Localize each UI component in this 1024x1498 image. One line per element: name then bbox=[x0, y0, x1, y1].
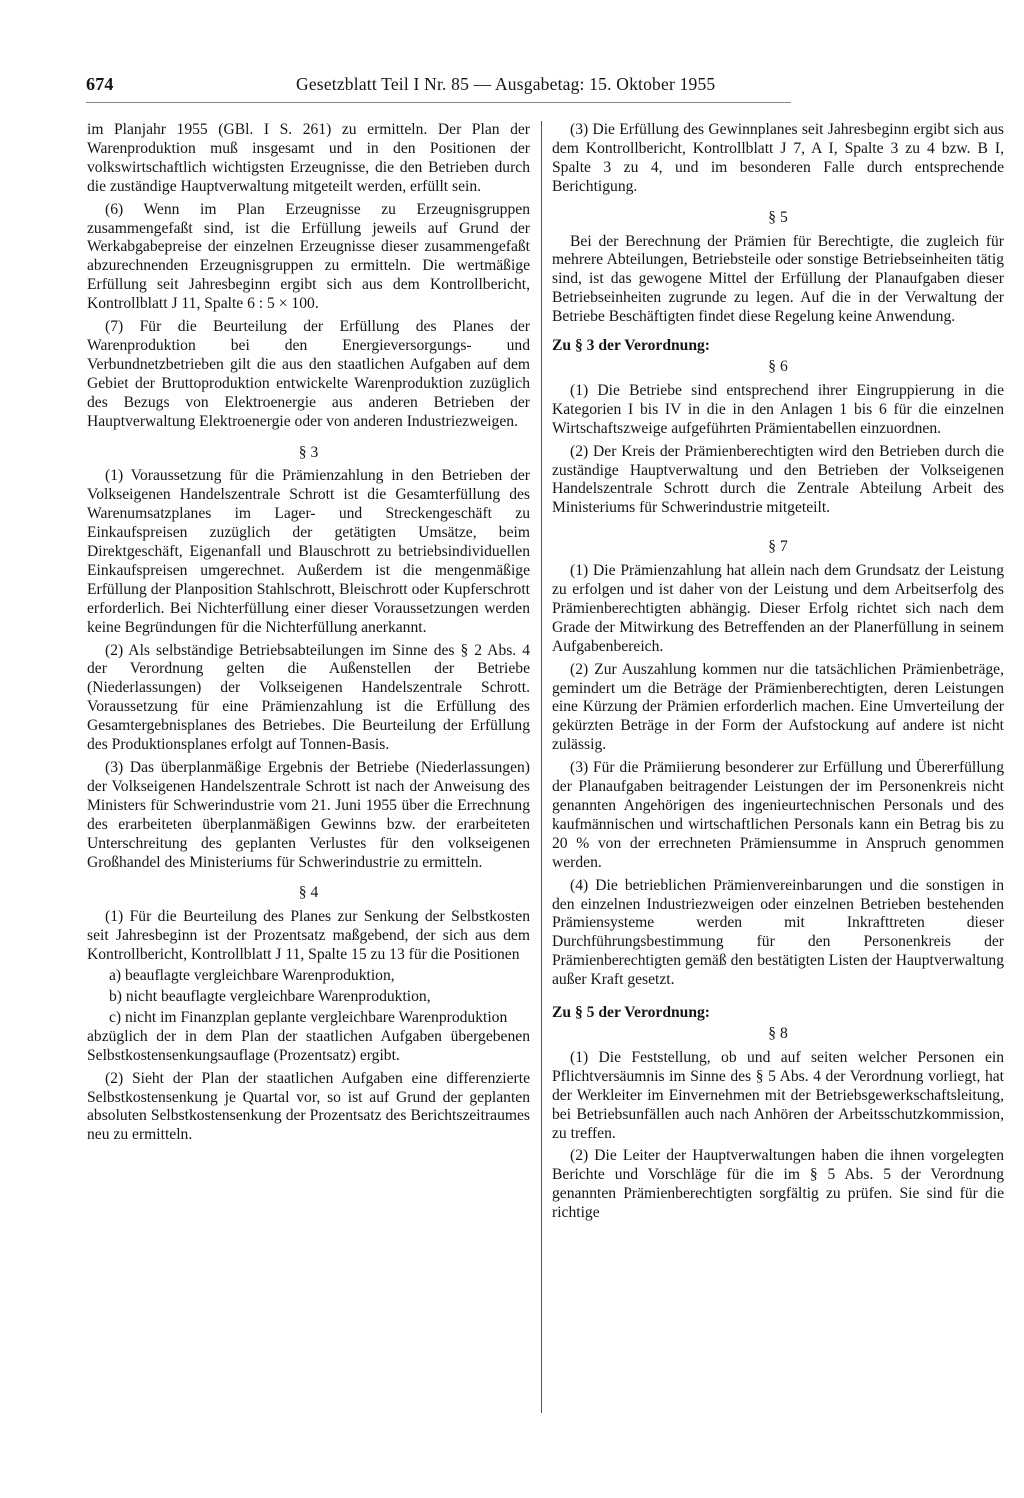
right-column bbox=[552, 121, 1004, 1223]
list-item: b) nicht beauflagte vergleichbare Warenproduktion, bbox=[109, 987, 431, 1005]
paragraph: (3) Für die Prämiierung besonderer zur Erfüllung und Übererfüllung der Planaufgaben beitragender Leistungen der im Personenkreis nicht genannten Angehörigen des ingenieurtechnischen Personals und des kaufmännischen und wirtschaftlichen Personals kann ein Betrag bis zu 20 % von der errechneten Prämiensumme in Anspruch genommen werden. bbox=[552, 759, 1004, 871]
paragraph: (1) Für die Beurteilung des Planes zur Senkung der Selbstkosten seit Jahresbeginn ist der Prozentsatz maßgebend, der sich aus dem Kontrollbericht, Kontrollblatt J 11, Spalte 15 zu 13 für die Positionen bbox=[87, 908, 530, 964]
section-heading: § 6 bbox=[768, 357, 788, 375]
paragraph: (1) Die Prämienzahlung hat allein nach dem Grundsatz der Leistung zu erfolgen und ist daher von der Leistung und dem Arbeitserfolg des Prämienberechtigten abhängig. Dieser Erfolg richtet sich nach dem Grade der Mitwirkung des Betreffenden an der Planerfüllung in seinem Aufgabenbereich. bbox=[552, 562, 1004, 655]
paragraph: Bei der Berechnung der Prämien für Berechtigte, die zugleich für mehrere Abteilungen, Betriebsteile oder sonstige Betriebseinheiten tätig sind, ist das gewogene Mittel der Erfüllung der Planaufgaben dieser Betriebseinheiten zugrunde zu legen. Auf die in der Verwaltung der Betriebe Beschäftigten findet diese Regelung keine Anwendung. bbox=[552, 232, 1004, 326]
paragraph: (2) Sieht der Plan der staatlichen Aufgaben eine differenzierte Selbstkostensenkung je Quartal vor, so ist auf Grund der geplanten absoluten Selbstkostensenkung der Prozentsatz des Berichtszeitraumes neu zu ermitteln. bbox=[87, 1069, 530, 1144]
paragraph: (3) Das überplanmäßige Ergebnis der Betriebe (Niederlassungen) der Volkseigenen Handelszentrale Schrott ist nach der Anweisung des Ministers für Schwerindustrie vom 21. Juni 1955 über die Errechnung des erarbeiteten überplanmäßigen Gewinns bzw. der erarbeiteten Unterschreitung des geplanten Verlustes für den volkseigenen Großhandel des Ministeriums für Schwerindustrie zu ermitteln. bbox=[87, 759, 530, 871]
paragraph: (7) Für die Beurteilung der Erfüllung des Planes der Warenproduktion bei den Energieversorgungs- und Verbundnetzbetrieben gilt die aus den staatlichen Aufgaben auf dem Gebiet der Bruttoproduktion entwickelte Warenproduktion zuzüglich des Bezugs von Elektroenergie aus anderen Betrieben der Hauptverwaltung Elektroenergie oder von anderen Industriezweigen. bbox=[87, 318, 530, 430]
paragraph: abzüglich der in dem Plan der staatlichen Aufgaben übergebenen Selbstkostensenkungsauflage (Prozentsatz) ergibt. bbox=[87, 1027, 530, 1064]
running-title: Gesetzblatt Teil I Nr. 85 — Ausgabetag: 15. Oktober 1955 bbox=[296, 74, 716, 94]
left-column bbox=[87, 121, 530, 1145]
paragraph: (2) Als selbständige Betriebsabteilungen im Sinne des § 2 Abs. 4 der Verordnung gelten die Außenstellen der Betriebe (Niederlassungen) der Volkseigenen Handelszentrale Schrott. Voraussetzung für eine Prämienzahlung ist die Erfüllung des Gesamtergebnisplanes des Betriebes. Die Beurteilung der Erfüllung des Produktionsplanes erfolgt auf Tonnen-Basis. bbox=[87, 641, 530, 754]
paragraph: (6) Wenn im Plan Erzeugnisse zu Erzeugnisgruppen zusammengefaßt sind, ist die Erfüllung jeweils auf Grund der Werkabgabepreise der einzelnen Erzeugnisse dieser zusammengefaßt abzurechnenden Erzeugnisgruppen zu ermitteln. Die wertmäßige Erfüllung seit Jahresbeginn ergibt sich aus dem Kontrollbericht, Kontrollblatt J 11, Spalte 6 : 5 × 100. bbox=[87, 200, 530, 313]
paragraph: (3) Die Erfüllung des Gewinnplanes seit Jahresbeginn ergibt sich aus dem Kontrollbericht, Kontrollblatt J 7, A I, Spalte 3 zu 4 bzw. B I, Spalte 3 zu 4, und im besonderen Falle durch entsprechende Berichtigung. bbox=[552, 121, 1004, 195]
section-heading: § 7 bbox=[768, 538, 788, 556]
paragraph: (2) Der Kreis der Prämienberechtigten wird den Betrieben durch die zuständige Hauptverwaltung und den Betrieben der Volkseigenen Handelszentrale Schrott durch die Zentrale Abteilung Arbeit des Ministeriums für Schwerindustrie mitgeteilt. bbox=[552, 442, 1004, 517]
paragraph: (1) Voraussetzung für die Prämienzahlung in den Betrieben der Volkseigenen Handelszentrale Schrott ist die Gesamterfüllung des Warenumsatzplanes im Lager- und Streckengeschäft zu Einkaufspreisen zuzüglich der getätigten Umsätze, beim Direktgeschäft, Eigenanfall und Blauschrott zu betriebsindividuellen Einkaufspreisen umgerechnet. Außerdem ist die mengenmäßige Erfüllung der Planposition Stahlschrott, Bleischrott oder Kupferschrott erforderlich. Bei Nichterfüllung einer dieser Voraussetzungen werden keine Begründungen für die Nichterfüllung anerkannt. bbox=[87, 467, 530, 636]
section-heading: § 3 bbox=[298, 443, 319, 461]
paragraph: (4) Die betrieblichen Prämienvereinbarungen und die sonstigen in den einzelnen Industriezweigen oder einzelnen Betrieben bestehenden Prämiensysteme werden mit Inkrafttreten dieser Durchführungsbestimmung für den Personenkreis der Prämienberechtigten gemäß den bestätigten Listen der Hauptverwaltung außer Kraft gesetzt. bbox=[552, 876, 1004, 989]
section-heading: § 8 bbox=[768, 1024, 788, 1042]
paragraph: (2) Die Leiter der Hauptverwaltungen haben die ihnen vorgelegten Berichte und Vorschläge für die im § 5 Abs. 5 der Verordnung genannten Prämienberechtigten sorgfältig zu prüfen. Sie sind für die richtige bbox=[552, 1147, 1004, 1222]
section-heading: § 4 bbox=[298, 884, 319, 902]
page-header bbox=[86, 74, 1004, 100]
header-rule bbox=[86, 102, 791, 103]
paragraph: (1) Die Feststellung, ob und auf seiten welcher Personen ein Pflichtversäumnis im Sinne des § 5 Abs. 4 der Verordnung vorliegt, hat der Werkleiter im Einvernehmen mit der Betriebsgewerkschaftsleitung, bei Betriebsunfällen auch nach Anhören der Arbeitsschutzkommission, zu treffen. bbox=[552, 1048, 1004, 1142]
list-item: c) nicht im Finanzplan geplante vergleichbare Warenproduktion bbox=[109, 1008, 508, 1026]
page-number: 674 bbox=[86, 74, 114, 94]
column-divider bbox=[541, 121, 542, 1413]
paragraph: im Planjahr 1955 (GBl. I S. 261) zu ermitteln. Der Plan der Warenproduktion muß insgesamt und in den Positionen der volkswirtschaftlich wichtigsten Erzeugnisse, die den Betrieben durch die zuständige Hauptverwaltung mitgeteilt werden, erfüllt sein. bbox=[87, 121, 530, 195]
paragraph: (2) Zur Auszahlung kommen nur die tatsächlichen Prämienbeträge, gemindert um die Beträge der Prämienberechtigten, deren Leistungen eine Kürzung der Prämien erforderlich machen. Eine Umverteilung der gekürzten Beträge in der Form der Aufstockung auf andere ist nicht zulässig. bbox=[552, 660, 1004, 754]
section-heading: § 5 bbox=[768, 208, 788, 226]
subheading: Zu § 3 der Verordnung: bbox=[552, 337, 711, 355]
list-item: a) beauflagte vergleichbare Warenproduktion, bbox=[109, 967, 395, 985]
subheading: Zu § 5 der Verordnung: bbox=[552, 1004, 711, 1022]
paragraph: (1) Die Betriebe sind entsprechend ihrer Eingruppierung in die Kategorien I bis IV in die in den Anlagen 1 bis 6 für die einzelnen Wirtschaftszweige aufgeführten Prämientabellen einzuordnen. bbox=[552, 381, 1004, 437]
